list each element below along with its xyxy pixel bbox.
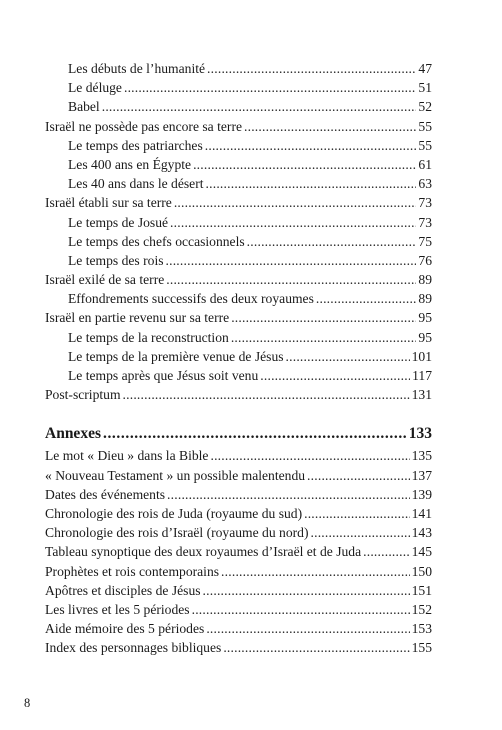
toc-entry (45, 232, 432, 251)
annex-entry-label: Prophètes et rois contemporains (45, 563, 220, 579)
dot-leader (363, 542, 409, 561)
toc-entry (45, 328, 432, 347)
annex-entry (45, 485, 432, 504)
toc-entry (45, 366, 432, 385)
dot-leader (316, 289, 417, 308)
dot-leader (221, 562, 410, 581)
toc-entry-page: 73 (418, 214, 432, 230)
toc-entry-label: Le temps des chefs occasionnels (68, 233, 245, 249)
dot-leader (247, 232, 417, 251)
dot-leader (102, 97, 417, 116)
dot-leader (192, 600, 410, 619)
annex-entry (45, 600, 432, 619)
annex-entry-label: « Nouveau Testament » un possible malentendu (45, 467, 306, 483)
toc-entry-label: Les 400 ans en Égypte (68, 156, 192, 172)
annex-entry-page: 139 (411, 486, 432, 502)
toc-entry-label: Israël en partie revenu sur sa terre (45, 310, 230, 326)
annex-entry-page: 143 (411, 525, 432, 541)
toc-entry (45, 289, 432, 308)
toc-entry-label: Effondrements successifs des deux royaumes (68, 291, 314, 307)
toc-entry-label: Post-scriptum (45, 387, 121, 403)
dot-leader (223, 638, 409, 657)
toc-entry (45, 78, 432, 97)
annex-entry-label: Index des personnages bibliques (45, 640, 222, 656)
toc-entry-page: 101 (411, 348, 432, 364)
toc-entry-label: Israël ne possède pas encore sa terre (45, 118, 243, 134)
annex-entry (45, 619, 432, 638)
dot-leader (167, 485, 410, 504)
dot-leader (231, 308, 416, 327)
toc-entry (45, 59, 432, 78)
toc-entry-label: Le temps des patriarches (68, 137, 203, 153)
dot-leader (124, 78, 416, 97)
dot-leader (304, 504, 410, 523)
dot-leader (260, 366, 410, 385)
toc-entry-page: 55 (418, 118, 432, 134)
toc-entry-page: 131 (411, 387, 432, 403)
toc-entry-label: Le temps de la première venue de Jésus (68, 348, 284, 364)
dot-leader (307, 466, 410, 485)
toc-entry (45, 136, 432, 155)
toc-entry (45, 385, 432, 404)
annex-entry-label: Aide mémoire des 5 périodes (45, 621, 205, 637)
dot-leader (170, 213, 416, 232)
annex-entry-label: Chronologie des rois de Juda (royaume du sud) (45, 505, 303, 521)
toc-entry-page: 89 (418, 291, 432, 307)
annex-entry-label: Tableau synoptique des deux royaumes d’Israël et de Juda (45, 544, 362, 560)
dot-leader (103, 422, 407, 446)
dot-leader (174, 193, 417, 212)
toc-entry-page: 76 (418, 252, 432, 268)
toc-entry (45, 97, 432, 116)
toc-entry (45, 270, 432, 289)
toc-entry-page: 55 (418, 137, 432, 153)
toc-entry-page: 89 (418, 272, 432, 288)
annex-entry (45, 446, 432, 465)
toc-entry-page: 95 (418, 310, 432, 326)
toc-entry (45, 155, 432, 174)
toc-entry (45, 347, 432, 366)
dot-leader (244, 117, 416, 136)
toc-entry-page: 63 (418, 176, 432, 192)
dot-leader (166, 251, 417, 270)
toc-entry-label: Le temps après que Jésus soit venu (68, 368, 259, 383)
toc-entry-page: 117 (412, 368, 432, 383)
dot-leader (210, 446, 409, 465)
toc-entry-page: 61 (418, 156, 432, 172)
toc-entry (45, 308, 432, 327)
toc-entry (45, 251, 432, 270)
toc-entry-label: Le déluge (68, 80, 122, 96)
annex-entry (45, 466, 432, 485)
annex-entry-label: Chronologie des rois d’Israël (royaume du nord) (45, 525, 309, 541)
dot-leader (206, 174, 417, 193)
dot-leader (207, 59, 416, 78)
toc-entry-page: 52 (418, 99, 432, 115)
annex-entry (45, 504, 432, 523)
annex-entry (45, 542, 432, 561)
toc-entry (45, 117, 432, 136)
annex-entry (45, 523, 432, 542)
toc-entry-label: Le temps de la reconstruction (68, 329, 229, 345)
annex-entry-page: 152 (411, 601, 432, 617)
toc-entry (45, 213, 432, 232)
dot-leader (205, 136, 417, 155)
toc-entry-label: Israël établi sur sa terre (45, 195, 172, 211)
annex-entry-page: 135 (411, 448, 432, 464)
toc-entry (45, 193, 432, 212)
annex-entry-page: 153 (411, 621, 432, 637)
dot-leader (123, 385, 410, 404)
toc-entry-page: 51 (418, 80, 432, 96)
annex-entry-page: 150 (411, 563, 432, 579)
toc-entry-label: Les débuts de l’humanité (68, 61, 206, 76)
annexes-heading-page: 133 (408, 425, 432, 443)
annex-entry-page: 145 (411, 544, 432, 560)
toc-entry-label: Le temps des rois (68, 252, 164, 268)
dot-leader (203, 581, 410, 600)
toc-entry (45, 174, 432, 193)
annex-entry-page: 137 (411, 467, 432, 483)
annex-entry-page: 141 (411, 505, 432, 521)
toc-entry-label: Israël exilé de sa terre (45, 272, 165, 288)
page-number: 8 (24, 696, 31, 710)
section-spacer (45, 404, 432, 422)
toc-entry-label: Les 40 ans dans le désert (68, 176, 204, 192)
dot-leader (231, 328, 417, 347)
annex-entry-label: Le mot « Dieu » dans la Bible (45, 448, 209, 464)
toc-entry-page: 75 (418, 233, 432, 249)
annex-entry-page: 155 (411, 640, 432, 656)
annex-entry-label: Apôtres et disciples de Jésus (45, 582, 201, 598)
dot-leader (311, 523, 410, 542)
dot-leader (166, 270, 416, 289)
dot-leader (206, 619, 409, 638)
annexes-heading (45, 422, 432, 446)
dot-leader (286, 347, 410, 366)
annex-entry (45, 581, 432, 600)
toc-entry-label: Le temps de Josué (68, 214, 169, 230)
dot-leader (193, 155, 416, 174)
table-of-contents (45, 59, 432, 657)
annex-entry-page: 151 (411, 582, 432, 598)
toc-entry-page: 47 (418, 61, 432, 76)
annex-entry-label: Les livres et les 5 périodes (45, 601, 190, 617)
toc-entry-page: 73 (418, 195, 432, 211)
toc-entry-label: Babel (68, 99, 100, 115)
annexes-heading-label: Annexes (45, 425, 101, 443)
annex-entry (45, 562, 432, 581)
toc-entry-page: 95 (418, 329, 432, 345)
annex-entry (45, 638, 432, 657)
annex-entry-label: Dates des événements (45, 486, 166, 502)
